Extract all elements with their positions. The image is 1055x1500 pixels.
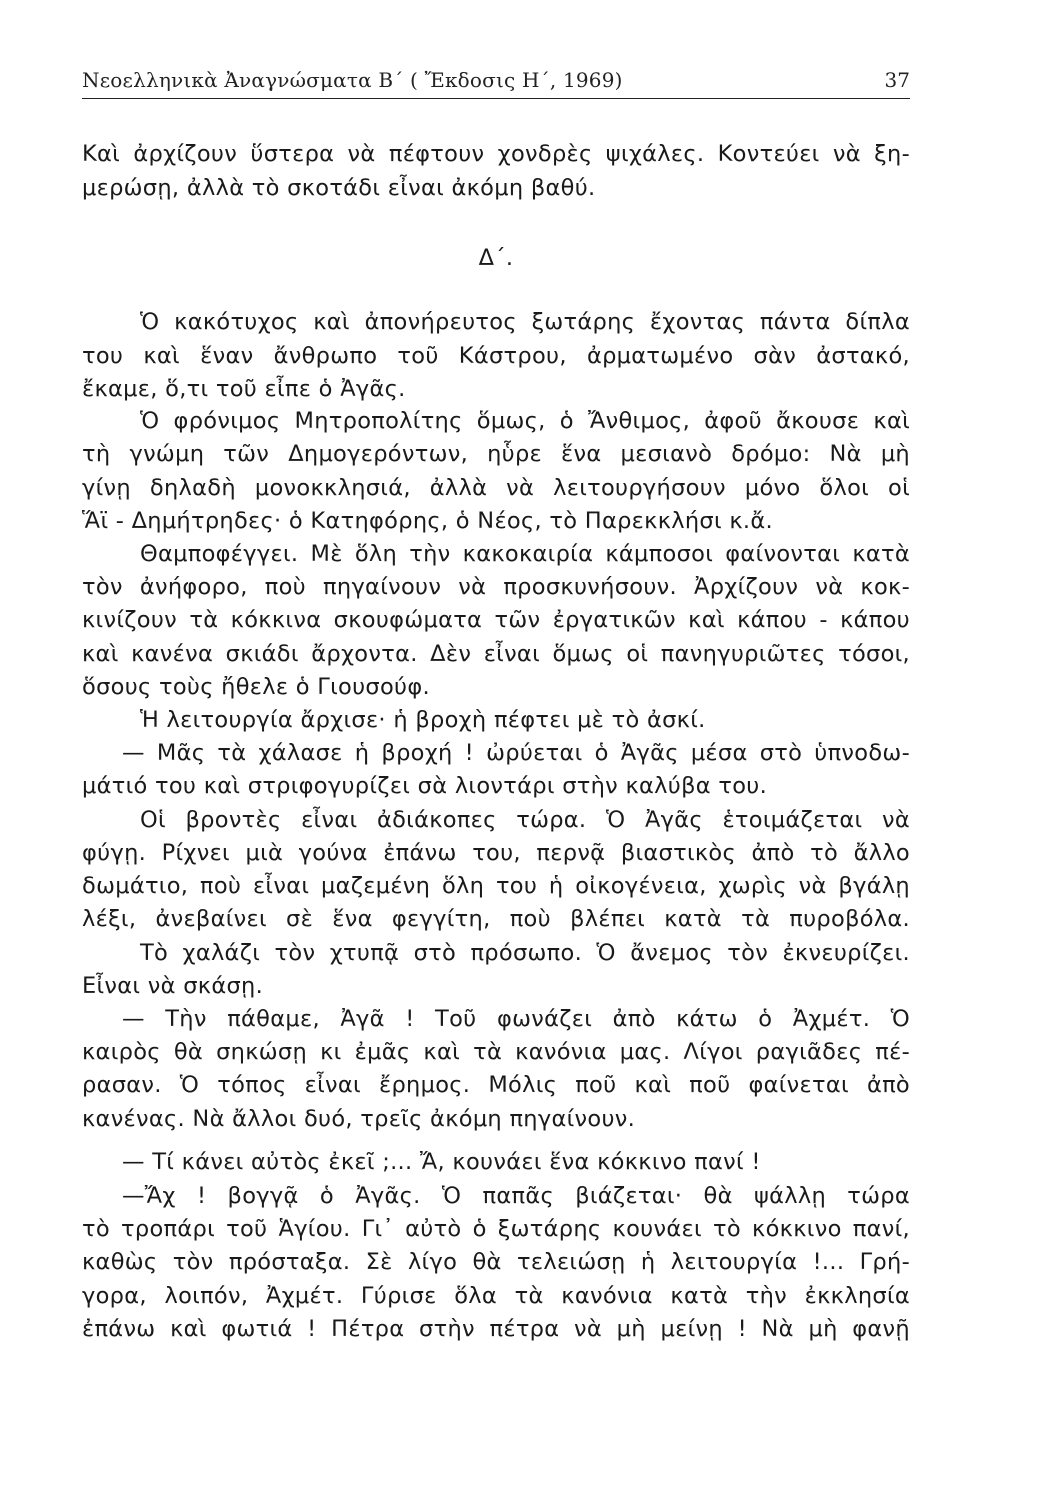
text-line: γορα, λοιπόν, Ἀχμέτ. Γύρισε ὅλα τὰ κανόνια κατὰ τὴν ἐκκλησία [82,1283,910,1309]
text-line: τὸ τροπάρι τοῦ Ἁγίου. Γι᾿ αὐτὸ ὁ ξωτάρης κουνάει τὸ κόκκινο πανί, [82,1216,910,1242]
text-line: Εἶναι νὰ σκάσῃ. [82,973,264,999]
text-line: — Τὴν πάθαμε, Ἀγᾶ ! Τοῦ φωνάζει ἀπὸ κάτω ὁ Ἀχμέτ. Ὁ [122,1006,910,1032]
text-line: λέξι, ἀνεβαίνει σὲ ἕνα φεγγίτη, ποὺ βλέπει κατὰ τὰ πυροβόλα. [82,906,910,932]
text-line: — Τί κάνει αὐτὸς ἐκεῖ ;... Ἄ, κουνάει ἕνα κόκκινο πανί ! [122,1149,761,1175]
text-line: Οἱ βροντὲς εἶναι ἀδιάκοπες τώρα. Ὁ Ἀγᾶς ἑτοιμάζεται νὰ [140,807,910,833]
text-line: μάτιό του καὶ στριφογυρίζει σὰ λιοντάρι στὴν καλύβα του. [82,773,768,799]
text-line: Θαμποφέγγει. Μὲ ὅλη τὴν κακοκαιρία κάμποσοι φαίνονται κατὰ [140,541,910,567]
text-line: Τὸ χαλάζι τὸν χτυπᾷ στὸ πρόσωπο. Ὁ ἄνεμος τὸν ἐκνευρίζει. [140,940,910,966]
running-header [82,64,910,99]
running-title: Νεοελληνικὰ Ἀναγνώσματα Β΄ ( Ἔκδοσις Η΄, 1969) [82,68,623,92]
text-line: τὸν ἀνήφορο, ποὺ πηγαίνουν νὰ προσκυνήσουν. Ἀρχίζουν νὰ κοκ- [82,574,910,600]
text-line: του καὶ ἕναν ἄνθρωπο τοῦ Κάστρου, ἀρματωμένο σὰν ἀστακό, [82,343,910,369]
text-line: Καὶ ἀρχίζουν ὕστερα νὰ πέφτουν χονδρὲς ψιχάλες. Κοντεύει νὰ ξη- [82,141,910,167]
text-line: Ἅϊ - Δημήτρηδες· ὁ Κατηφόρης, ὁ Νέος, τὸ Παρεκκλήσι κ.ἄ. [82,508,773,534]
text-line: καθὼς τὸν πρόσταξα. Σὲ λίγο θὰ τελειώσῃ ἡ λειτουργία !... Γρή- [82,1249,910,1275]
section-heading: Δ΄. [478,245,514,271]
text-line: ὅσους τοὺς ἤθελε ὁ Γιουσούφ. [82,674,430,700]
text-line: Ἡ λειτουργία ἄρχισε· ἡ βροχὴ πέφτει μὲ τὸ ἀσκί. [140,707,706,733]
text-line: Ὁ κακότυχος καὶ ἀπονήρευτος ξωτάρης ἔχοντας πάντα δίπλα [140,309,910,335]
text-line: ρασαν. Ὁ τόπος εἶναι ἔρημος. Μόλις ποῦ καὶ ποῦ φαίνεται ἀπὸ [82,1072,910,1098]
page-number: 37 [884,68,910,92]
text-line: ἐπάνω καὶ φωτιά ! Πέτρα στὴν πέτρα νὰ μὴ μείνῃ ! Νὰ μὴ φανῇ [82,1316,910,1342]
text-line: κανένας. Νὰ ἄλλοι δυό, τρεῖς ἀκόμη πηγαίνουν. [82,1106,636,1132]
text-line: καὶ κανένα σκιάδι ἄρχοντα. Δὲν εἶναι ὅμως οἱ πανηγυριῶτες τόσοι, [82,641,910,667]
text-line: —Ἄχ ! βογγᾷ ὁ Ἀγᾶς. Ὁ παπᾶς βιάζεται· θὰ ψάλλῃ τώρα [122,1183,910,1209]
text-line: καιρὸς θὰ σηκώσῃ κι ἐμᾶς καὶ τὰ κανόνια μας. Λίγοι ραγιᾶδες πέ- [82,1039,910,1065]
text-line: ἔκαμε, ὅ,τι τοῦ εἶπε ὁ Ἀγᾶς. [82,376,406,402]
text-line: τὴ γνώμη τῶν Δημογερόντων, ηὗρε ἕνα μεσιανὸ δρόμο: Νὰ μὴ [82,441,910,467]
text-line: κινίζουν τὰ κόκκινα σκουφώματα τῶν ἐργατικῶν καὶ κάπου - κάπου [82,607,910,633]
text-line: μερώσῃ, ἀλλὰ τὸ σκοτάδι εἶναι ἀκόμη βαθύ. [82,175,596,201]
text-line: γίνῃ δηλαδὴ μονοκκλησιά, ἀλλὰ νὰ λειτουργήσουν μόνο ὅλοι οἱ [82,475,910,501]
text-line: δωμάτιο, ποὺ εἶναι μαζεμένη ὅλη του ἡ οἰκογένεια, χωρὶς νὰ βγάλῃ [82,873,910,899]
text-line: — Μᾶς τὰ χάλασε ἡ βροχή ! ὠρύεται ὁ Ἀγᾶς μέσα στὸ ὑπνοδω- [122,740,910,766]
text-line: Ὁ φρόνιμος Μητροπολίτης ὅμως, ὁ Ἄνθιμος, ἀφοῦ ἄκουσε καὶ [140,408,910,434]
text-line: φύγῃ. Ρίχνει μιὰ γούνα ἐπάνω του, περνᾷ βιαστικὸς ἀπὸ τὸ ἄλλο [82,840,910,866]
